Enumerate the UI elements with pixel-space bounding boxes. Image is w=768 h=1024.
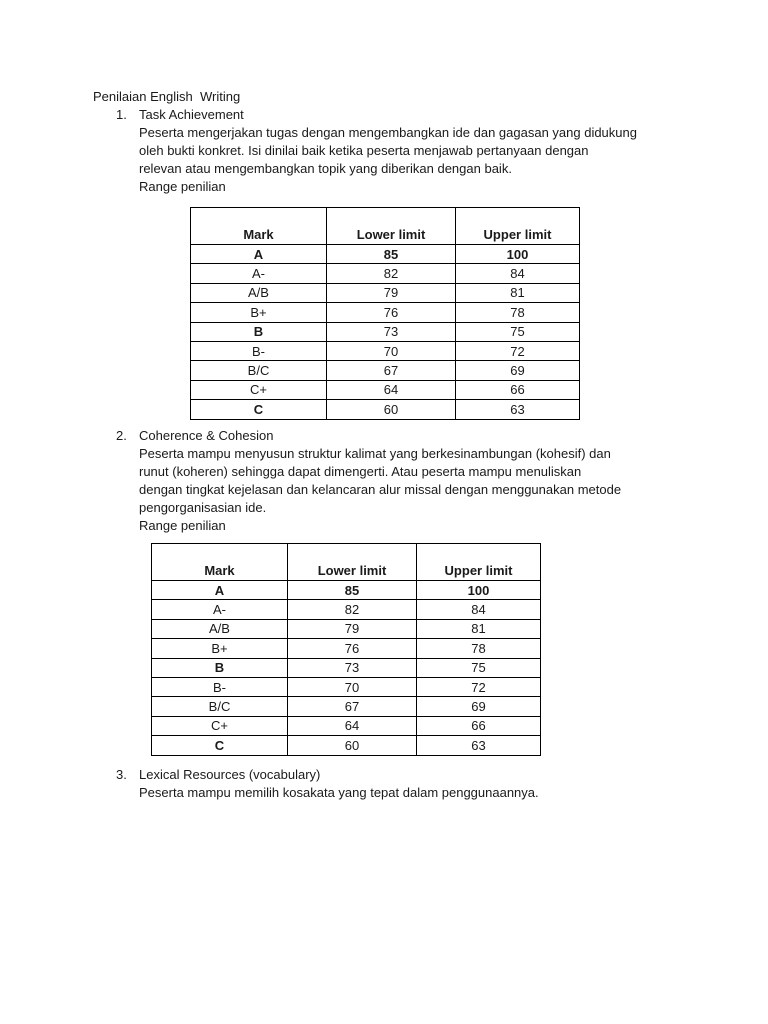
cell-lower-limit: 79 — [288, 619, 417, 638]
section-paragraph-line: relevan atau mengembangkan topik yang diberikan dengan baik. — [139, 161, 512, 176]
table-row — [191, 400, 580, 419]
cell-mark: B+ — [191, 303, 327, 322]
cell-mark: B- — [152, 677, 288, 696]
header-lower-limit: Lower limit — [327, 208, 456, 245]
cell-upper-limit: 78 — [417, 639, 541, 658]
header-mark: Mark — [191, 208, 327, 245]
table-row — [152, 658, 541, 677]
table-row — [191, 380, 580, 399]
cell-lower-limit: 76 — [327, 303, 456, 322]
table-row — [191, 322, 580, 341]
cell-upper-limit: 66 — [417, 716, 541, 735]
cell-mark: B- — [191, 341, 327, 360]
table-row — [191, 341, 580, 360]
cell-upper-limit: 84 — [456, 264, 580, 283]
grade-table-task-achievement — [190, 207, 580, 420]
cell-mark: B/C — [152, 697, 288, 716]
cell-lower-limit: 60 — [327, 400, 456, 419]
cell-lower-limit: 60 — [288, 736, 417, 755]
cell-lower-limit: 67 — [327, 361, 456, 380]
cell-upper-limit: 78 — [456, 303, 580, 322]
cell-lower-limit: 79 — [327, 283, 456, 302]
cell-upper-limit: 81 — [417, 619, 541, 638]
cell-lower-limit: 73 — [288, 658, 417, 677]
header-mark: Mark — [152, 544, 288, 581]
table-body — [191, 245, 580, 420]
cell-mark: A/B — [191, 283, 327, 302]
section-paragraph-line: dengan tingkat kejelasan dan kelancaran alur missal dengan menggunakan metode — [139, 482, 622, 497]
section-paragraph-line: Peserta mengerjakan tugas dengan mengembangkan ide dan gagasan yang didukung — [139, 125, 637, 140]
cell-lower-limit: 82 — [327, 264, 456, 283]
cell-mark: B — [191, 322, 327, 341]
cell-lower-limit: 64 — [327, 380, 456, 399]
section-paragraph-line: Peserta mampu memilih kosakata yang tepat dalam penggunaannya. — [139, 785, 539, 800]
cell-mark: B/C — [191, 361, 327, 380]
table-row — [152, 639, 541, 658]
cell-lower-limit: 76 — [288, 639, 417, 658]
table-row — [191, 303, 580, 322]
cell-upper-limit: 75 — [417, 658, 541, 677]
cell-upper-limit: 69 — [417, 697, 541, 716]
cell-mark: C — [191, 400, 327, 419]
header-lower-limit: Lower limit — [288, 544, 417, 581]
cell-upper-limit: 63 — [417, 736, 541, 755]
section-number: 2. — [116, 428, 127, 443]
cell-upper-limit: 81 — [456, 283, 580, 302]
cell-lower-limit: 67 — [288, 697, 417, 716]
section-paragraph-line: oleh bukti konkret. Isi dinilai baik ketika peserta menjawab pertanyaan dengan — [139, 143, 589, 158]
cell-upper-limit: 84 — [417, 600, 541, 619]
table-row — [152, 736, 541, 755]
cell-upper-limit: 69 — [456, 361, 580, 380]
grade-table-coherence-cohesion — [151, 543, 541, 756]
section-lexical-resources — [116, 766, 696, 802]
cell-upper-limit: 100 — [417, 581, 541, 600]
table-row — [191, 245, 580, 264]
table-row — [152, 716, 541, 735]
table-row — [191, 264, 580, 283]
document-title: Penilaian English Writing — [93, 89, 241, 104]
header-upper-limit: Upper limit — [456, 208, 580, 245]
cell-mark: B+ — [152, 639, 288, 658]
section-paragraph-line: Peserta mampu menyusun struktur kalimat yang berkesinambungan (kohesif) dan — [139, 446, 611, 461]
section-coherence-cohesion — [116, 427, 696, 535]
cell-mark: C+ — [152, 716, 288, 735]
section-heading: Task Achievement — [139, 107, 244, 122]
header-upper-limit: Upper limit — [417, 544, 541, 581]
section-heading: Coherence & Cohesion — [139, 428, 274, 443]
section-heading: Lexical Resources (vocabulary) — [139, 767, 321, 782]
cell-lower-limit: 64 — [288, 716, 417, 735]
cell-lower-limit: 70 — [288, 677, 417, 696]
cell-lower-limit: 70 — [327, 341, 456, 360]
table-row — [152, 600, 541, 619]
table-body — [152, 581, 541, 756]
cell-mark: A- — [152, 600, 288, 619]
cell-mark: B — [152, 658, 288, 677]
table-row — [152, 581, 541, 600]
table-row — [152, 697, 541, 716]
range-label: Range penilian — [139, 518, 226, 533]
section-number: 1. — [116, 107, 127, 122]
cell-lower-limit: 85 — [288, 581, 417, 600]
cell-mark: A — [191, 245, 327, 264]
cell-mark: A — [152, 581, 288, 600]
range-label: Range penilian — [139, 179, 226, 194]
table-row — [191, 283, 580, 302]
cell-upper-limit: 75 — [456, 322, 580, 341]
table-row — [152, 619, 541, 638]
cell-mark: A/B — [152, 619, 288, 638]
cell-mark: C — [152, 736, 288, 755]
section-task-achievement — [116, 106, 696, 196]
cell-upper-limit: 72 — [417, 677, 541, 696]
table-header-row — [191, 208, 580, 245]
table-header-row — [152, 544, 541, 581]
cell-lower-limit: 82 — [288, 600, 417, 619]
section-paragraph-line: runut (koheren) sehingga dapat dimengerti. Atau peserta mampu menuliskan — [139, 464, 582, 479]
cell-lower-limit: 85 — [327, 245, 456, 264]
section-number: 3. — [116, 767, 127, 782]
cell-upper-limit: 72 — [456, 341, 580, 360]
cell-mark: A- — [191, 264, 327, 283]
cell-lower-limit: 73 — [327, 322, 456, 341]
section-paragraph-line: pengorganisasian ide. — [139, 500, 267, 515]
cell-upper-limit: 66 — [456, 380, 580, 399]
cell-mark: C+ — [191, 380, 327, 399]
cell-upper-limit: 100 — [456, 245, 580, 264]
table-row — [191, 361, 580, 380]
cell-upper-limit: 63 — [456, 400, 580, 419]
table-row — [152, 677, 541, 696]
